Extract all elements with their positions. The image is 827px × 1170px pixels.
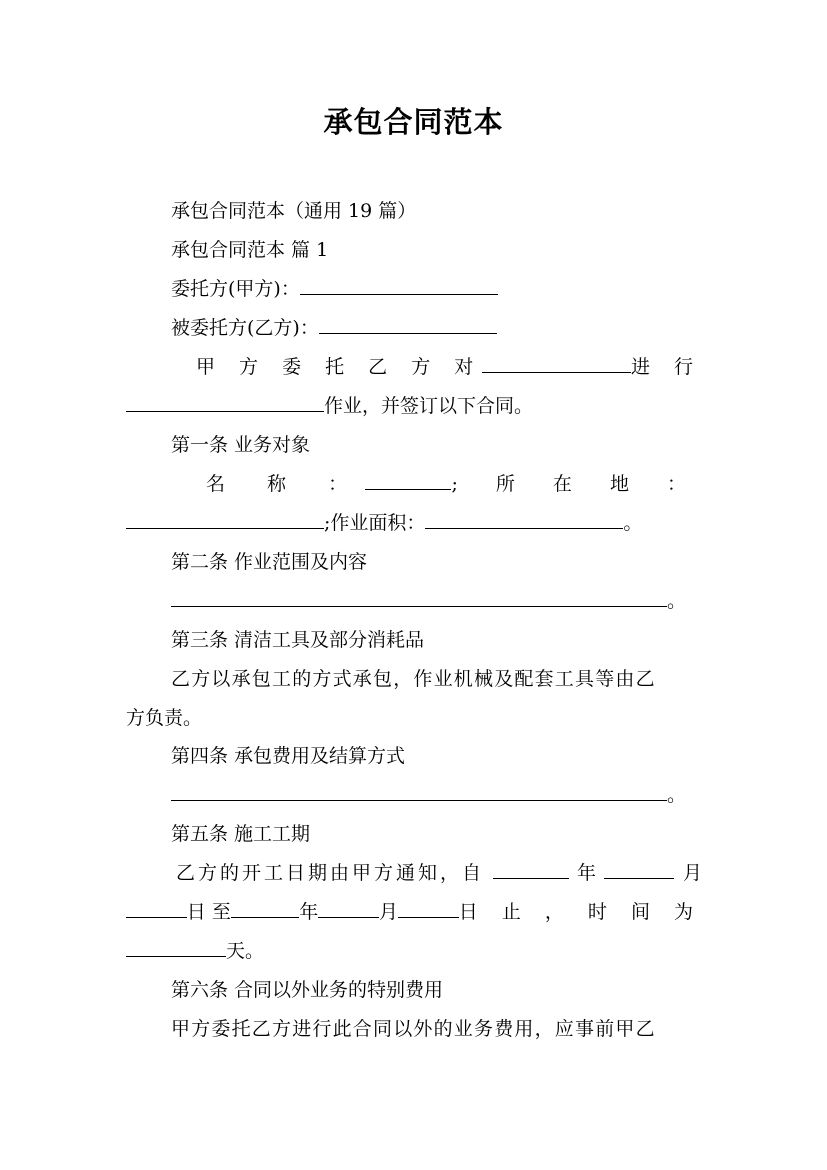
paragraph-line [196, 354, 702, 380]
article-heading-2: 第二条 作业范围及内容 [171, 551, 368, 573]
text: 日 至 [186, 901, 231, 923]
blank-field [126, 393, 324, 412]
article-heading-6: 第六条 合同以外业务的特别费用 [171, 979, 444, 1001]
doc-subtitle: 承包合同范本（通用 19 篇） [171, 200, 417, 222]
paragraph-line: 方负责。 [126, 707, 203, 729]
text: 甲 方 委 托 乙 方 对 [196, 356, 483, 378]
client-label: 委托方(甲方)： [171, 278, 300, 300]
text: 乙方的开工日期由甲方通知，自 [176, 862, 485, 884]
text: 日 止 ， 时 间 为 [458, 901, 702, 923]
blank-field [604, 860, 674, 879]
blank-field [126, 899, 187, 918]
blank-field [365, 471, 451, 490]
client-line [171, 276, 498, 302]
contractor-label: 被委托方(乙方)： [171, 317, 319, 339]
blank-field [425, 510, 623, 529]
blank-field [482, 354, 631, 373]
area-label: ;作业面积： [324, 512, 426, 534]
text: 进 行 [630, 356, 702, 378]
blank-field [231, 899, 299, 918]
paragraph-line [171, 782, 686, 808]
paragraph-line [126, 393, 533, 419]
paragraph-line [126, 510, 642, 536]
text: 作业，并签订以下合同。 [324, 395, 534, 417]
blank-field [126, 510, 324, 529]
article-heading-3: 第三条 清洁工具及部分消耗品 [171, 629, 425, 651]
text: 月 [379, 901, 399, 923]
text: 年 [576, 862, 596, 884]
paragraph-line [126, 899, 702, 925]
blank-field [126, 938, 226, 957]
blank-field [318, 899, 379, 918]
paragraph-line [206, 471, 702, 497]
period: 。 [667, 590, 687, 612]
text: 天。 [226, 940, 265, 962]
blank-field [300, 276, 498, 295]
paragraph-line [171, 588, 686, 614]
blank-field [171, 782, 667, 801]
contractor-line [171, 315, 497, 341]
blank-field [319, 315, 497, 334]
article-heading-4: 第四条 承包费用及结算方式 [171, 745, 406, 767]
section-heading: 承包合同范本 篇 1 [171, 239, 329, 261]
name-label: 名 称 ： [206, 473, 366, 495]
blank-field [398, 899, 459, 918]
article-heading-5: 第五条 施工工期 [171, 823, 311, 845]
document-title: 承包合同范本 [323, 105, 504, 139]
text: 月 [682, 862, 702, 884]
paragraph-line [176, 860, 702, 886]
paragraph-line: 乙方以承包工的方式承包，作业机械及配套工具等由乙 [171, 668, 656, 690]
blank-field [493, 860, 569, 879]
text: 年 [299, 901, 319, 923]
paragraph-line [126, 938, 264, 964]
location-label: ; 所 在 地 ： [451, 473, 702, 495]
period: 。 [667, 784, 687, 806]
paragraph-line: 甲方委托乙方进行此合同以外的业务费用，应事前甲乙 [171, 1018, 656, 1040]
article-heading-1: 第一条 业务对象 [171, 434, 311, 456]
period: 。 [623, 512, 643, 534]
blank-field [171, 588, 667, 607]
